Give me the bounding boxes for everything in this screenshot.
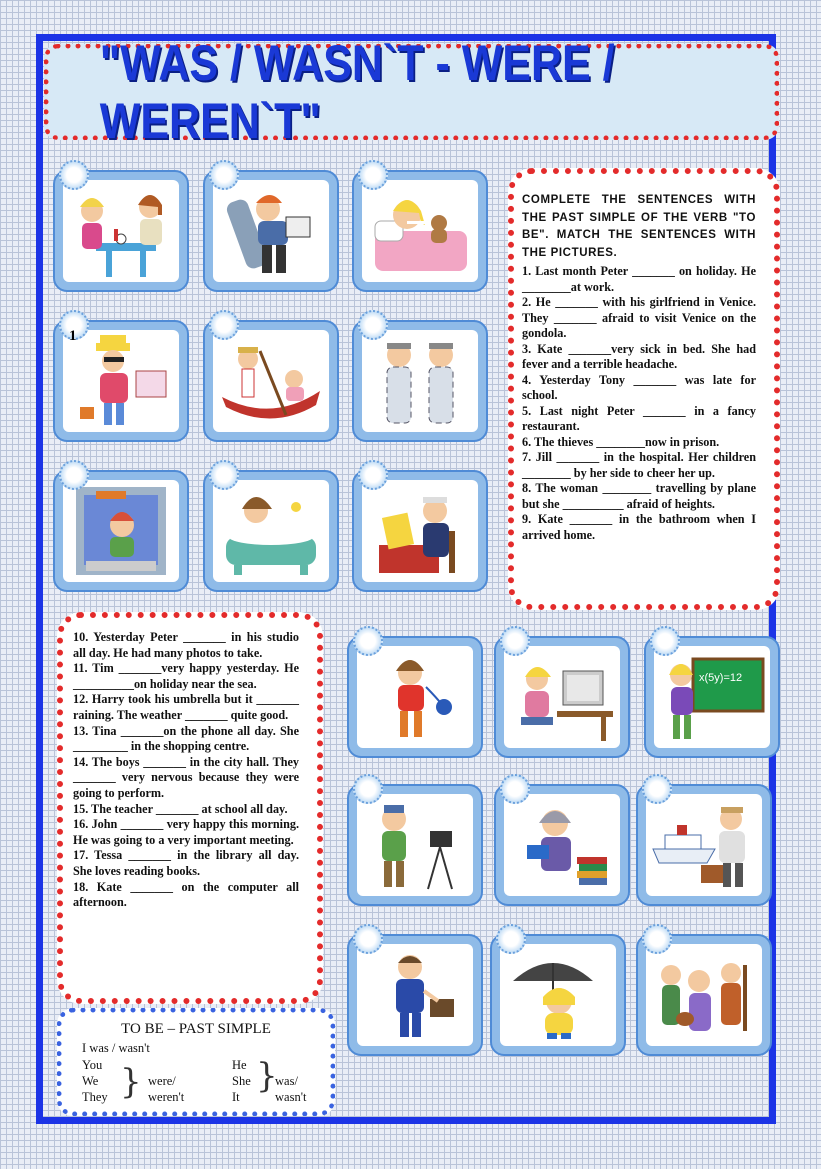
sentence-13: 13. Tina _______on the phone all day. She _________ in the shopping centre. bbox=[73, 723, 299, 754]
frame-knob bbox=[353, 626, 383, 656]
photographer-icon bbox=[360, 795, 470, 895]
grammar-form-were: were/ bbox=[148, 1074, 176, 1088]
picture-restaurant bbox=[53, 170, 189, 292]
frame-knob bbox=[358, 460, 388, 490]
sick-girl-in-bed-icon bbox=[365, 181, 475, 281]
picture-phone bbox=[347, 636, 483, 758]
frame-knob bbox=[500, 626, 530, 656]
grammar-pronoun-he: He bbox=[232, 1058, 247, 1072]
band-musicians-icon bbox=[649, 945, 759, 1045]
man-reading-menu-icon bbox=[365, 481, 475, 581]
businessman-briefcase-icon bbox=[360, 945, 470, 1045]
sentence-17: 17. Tessa _______ in the library all day. She loves reading books. bbox=[73, 848, 299, 878]
picture-umbrella bbox=[490, 934, 626, 1056]
frame-knob bbox=[500, 774, 530, 804]
frame-knob bbox=[496, 924, 526, 954]
picture-library bbox=[494, 784, 630, 906]
tourist-with-map-icon bbox=[66, 331, 176, 431]
picture-businessman bbox=[347, 934, 483, 1056]
frame-knob bbox=[650, 626, 680, 656]
sentence-18: 18. Kate _______ on the computer all afternoon. bbox=[73, 879, 299, 910]
sentence-9: 9. Kate _______ in the bathroom when I arrived home. bbox=[522, 512, 756, 542]
woman-in-bathtub-icon bbox=[216, 481, 326, 581]
sentence-2: 2. He _______ with his girlfriend in Venice. They _______ afraid to visit Venice on the gondola. bbox=[522, 295, 756, 340]
grammar-title: TO BE – PAST SIMPLE bbox=[121, 1021, 271, 1037]
grammar-pronoun-they: They bbox=[82, 1090, 108, 1104]
picture-restaurant-menu bbox=[352, 470, 488, 592]
gondola-couple-icon bbox=[216, 331, 326, 431]
frame-knob bbox=[642, 774, 672, 804]
picture-airplane bbox=[203, 170, 339, 292]
frame-knob bbox=[59, 160, 89, 190]
grammar-pronoun-we: We bbox=[82, 1074, 99, 1088]
tourist-cruise-ship-icon bbox=[649, 795, 759, 895]
picture-prisoners bbox=[352, 320, 488, 442]
grammar-form-werent: weren't bbox=[148, 1090, 185, 1104]
sentence-12: 12. Harry took his umbrella but it _______ raining. The weather _______ quite good. bbox=[73, 692, 299, 722]
sentence-6: 6. The thieves ________now in prison. bbox=[522, 434, 720, 449]
girl-with-umbrella-icon bbox=[503, 945, 613, 1045]
sentence-10: 10. Yesterday Peter _______ in his studio all day. He had many photos to take. bbox=[73, 630, 299, 660]
frame-knob bbox=[59, 460, 89, 490]
frame-knob bbox=[642, 924, 672, 954]
page-title: "WAS / WASN`T - WERE / WEREN`T" bbox=[99, 35, 615, 149]
picture-number: 1 bbox=[69, 328, 77, 344]
grammar-brace-right: } bbox=[256, 1056, 278, 1096]
sentence-8: 8. The woman ________ travelling by plane but she __________ afraid of heights. bbox=[522, 481, 756, 511]
sentence-4: 4. Yesterday Tony _______ was late for school. bbox=[522, 372, 756, 402]
grammar-form-wasnt: wasn't bbox=[275, 1090, 307, 1104]
picture-sick-girl bbox=[352, 170, 488, 292]
picture-photographer bbox=[347, 784, 483, 906]
grammar-i-line: I was / wasn't bbox=[82, 1041, 150, 1055]
picture-late-boy bbox=[53, 470, 189, 592]
picture-cruise bbox=[636, 784, 772, 906]
picture-gondola bbox=[203, 320, 339, 442]
frame-knob bbox=[209, 160, 239, 190]
sentence-5: 5. Last night Peter _______ in a fancy restaurant. bbox=[522, 403, 756, 433]
restaurant-couple-icon bbox=[66, 181, 176, 281]
sentence-1: 1. Last month Peter _______ on holiday. He ________at work. bbox=[522, 264, 756, 294]
picture-computer bbox=[494, 636, 630, 758]
instructions-panel bbox=[508, 168, 780, 610]
old-woman-with-books-icon bbox=[507, 795, 617, 895]
late-boy-school-icon bbox=[66, 481, 176, 581]
grammar-form-was: was/ bbox=[275, 1074, 298, 1088]
teacher-blackboard-icon bbox=[657, 647, 767, 747]
sentence-16: 16. John _______ very happy this morning. He was going to a very important meeting. bbox=[73, 817, 299, 847]
prisoners-icon bbox=[365, 331, 475, 431]
frame-knob bbox=[353, 924, 383, 954]
sentence-14: 14. The boys _______ in the city hall. They _______ very nervous because they were going to perform. bbox=[73, 754, 299, 800]
frame-knob bbox=[358, 310, 388, 340]
sentence-11: 11. Tim _______very happy yesterday. He __________on holiday near the sea. bbox=[73, 661, 299, 691]
picture-bathtub bbox=[203, 470, 339, 592]
frame-knob bbox=[353, 774, 383, 804]
airplane-passenger-icon bbox=[216, 181, 326, 281]
grammar-brace-left: } bbox=[120, 1062, 142, 1102]
picture-tourist-map bbox=[53, 320, 189, 442]
grammar-panel bbox=[57, 1008, 335, 1116]
sentence-15: 15. The teacher _______ at school all day. bbox=[73, 801, 288, 816]
woman-at-computer-icon bbox=[507, 647, 617, 747]
picture-band bbox=[636, 934, 772, 1056]
woman-on-phone-icon bbox=[360, 647, 470, 747]
title-banner bbox=[44, 35, 779, 149]
frame-knob bbox=[209, 310, 239, 340]
frame-knob bbox=[358, 160, 388, 190]
picture-teacher bbox=[644, 636, 780, 758]
blackboard-equation: x(5y)=12 bbox=[699, 672, 743, 684]
instructions-heading: COMPLETE THE SENTENCES WITH THE PAST SIMPLE OF THE VERB "TO BE". MATCH THE SENTENCES WITH THE PICTURES. bbox=[522, 194, 756, 259]
grammar-pronoun-she: She bbox=[232, 1074, 251, 1088]
sentence-3: 3. Kate _______very sick in bed. She had fever and a terrible headache. bbox=[522, 341, 756, 371]
sentence-7: 7. Jill _______ in the hospital. Her children ________ by her side to cheer her up. bbox=[522, 450, 756, 480]
sentences-panel bbox=[57, 612, 323, 1004]
grammar-pronoun-it: It bbox=[232, 1090, 240, 1104]
frame-knob bbox=[209, 460, 239, 490]
grammar-pronoun-you: You bbox=[82, 1058, 103, 1072]
